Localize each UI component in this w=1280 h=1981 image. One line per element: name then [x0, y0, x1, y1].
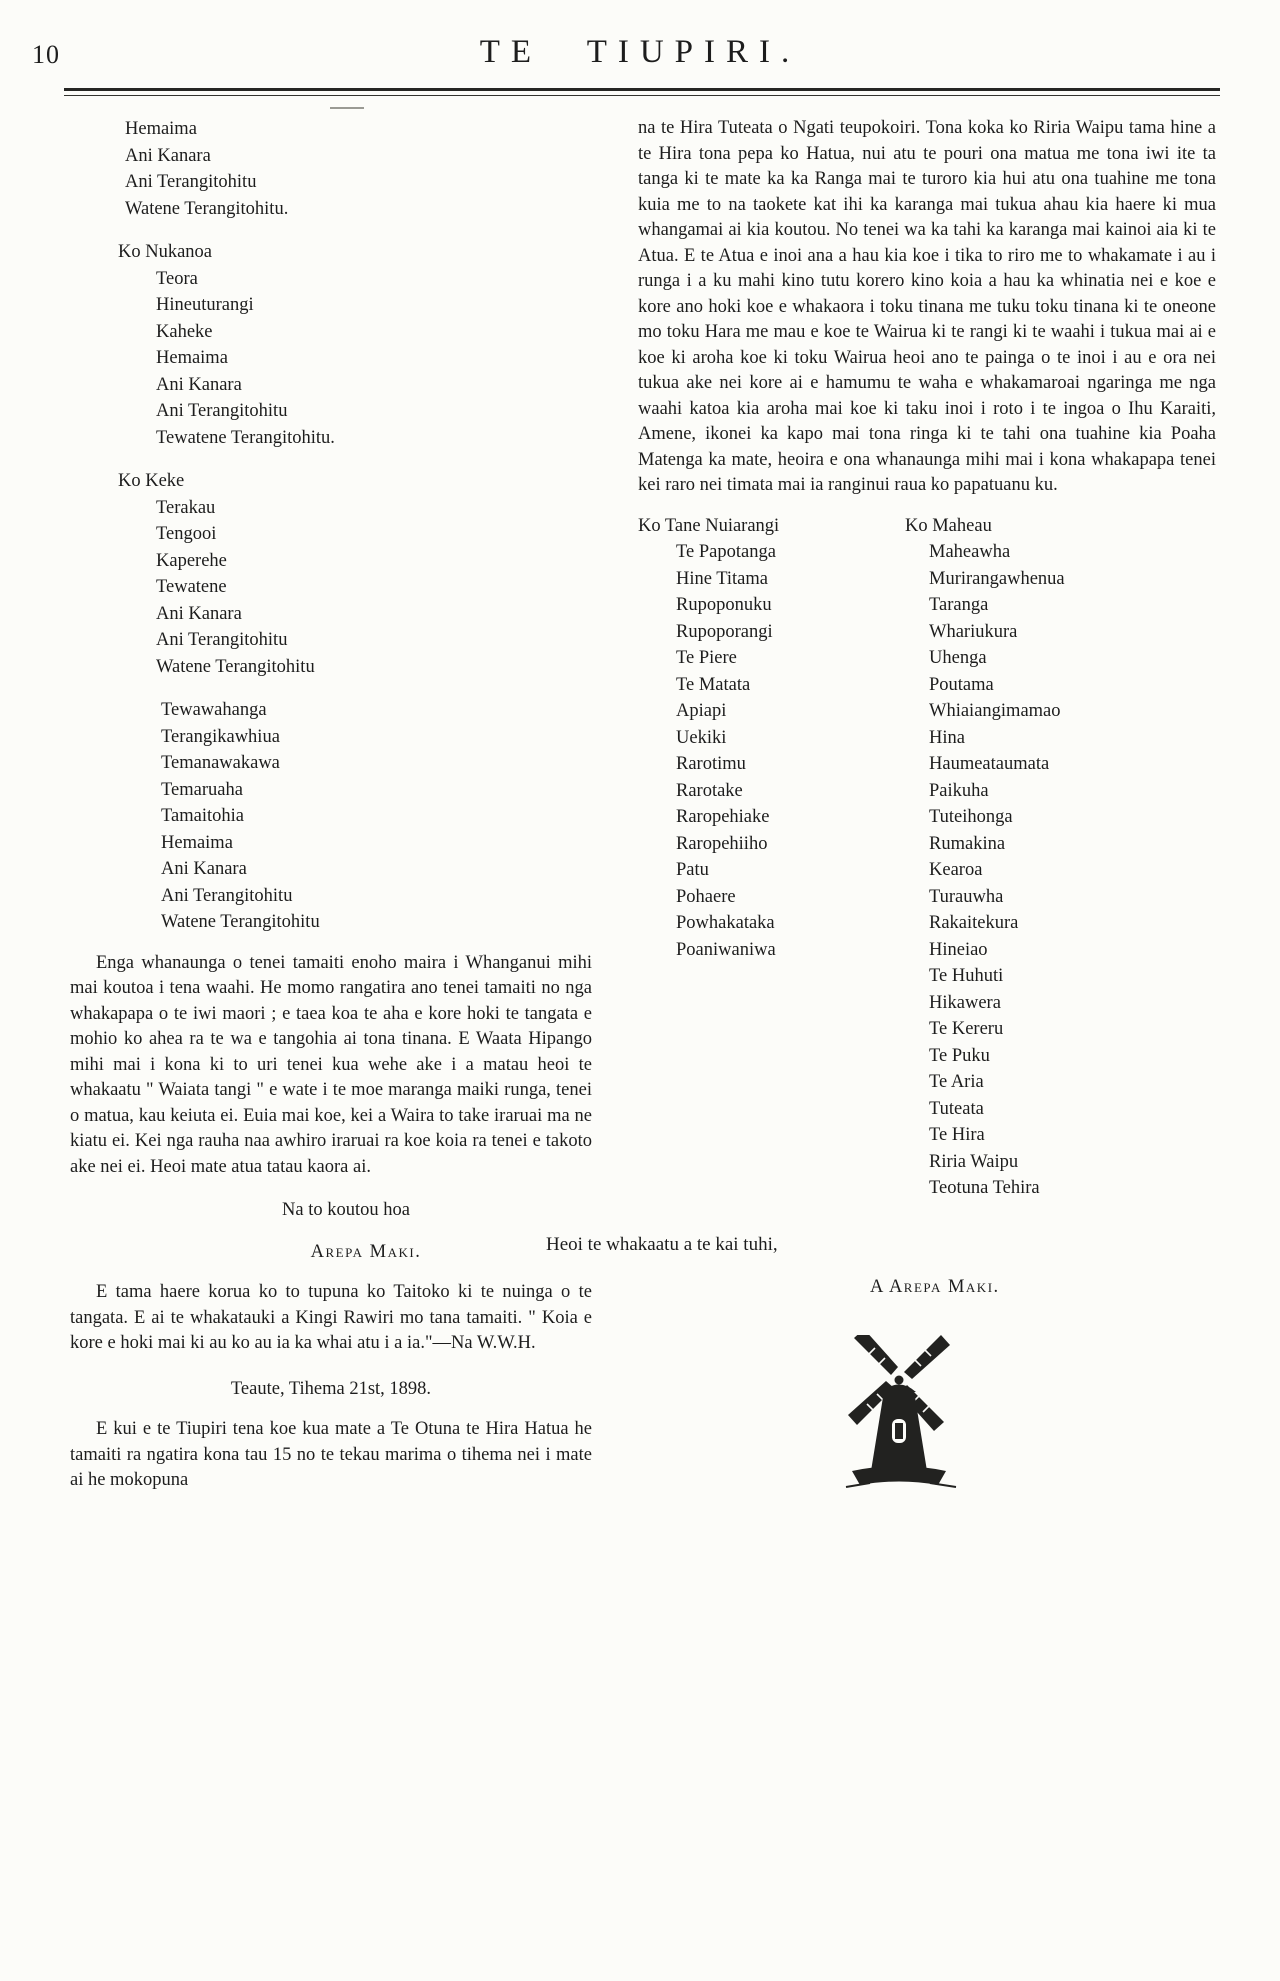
name-line: Ani Kanara	[125, 145, 211, 166]
name-line: Uekiki	[676, 727, 727, 748]
name-line: Temanawakawa	[161, 753, 280, 773]
name-line: Tewatene	[156, 577, 227, 597]
paragraph-obituary: E kui e te Tiupiri tena koe kua mate a Te Otuna te Hira Hatua he tamaiti ra ngatira kona tau 15 no te tekau marima o tihema nei i mate ai he mokopuna	[70, 1419, 592, 1490]
name-line: Hikawera	[929, 992, 1001, 1013]
name-line: Uhenga	[929, 648, 987, 668]
name-line: Turauwha	[929, 886, 1004, 907]
name-line: Poaniwaniwa	[676, 939, 776, 960]
name-line: Teora	[156, 268, 198, 289]
genealogy-table	[638, 513, 1216, 1202]
name-line: Ani Kanara	[156, 603, 242, 624]
name-line: Ani Terangitohitu	[161, 885, 293, 906]
group-header: Ko Nukanoa	[118, 242, 213, 262]
name-line: Tengooi	[156, 524, 217, 544]
name-line: Paikuha	[929, 780, 989, 801]
name-line: Ani Terangitohitu	[156, 630, 288, 650]
name-line: Hineiao	[929, 939, 988, 960]
name-line: Riria Waipu	[929, 1151, 1019, 1172]
name-line: Teotuna Tehira	[929, 1178, 1040, 1198]
name-line: Te Huhuti	[929, 966, 1004, 986]
name-line: Rarotimu	[676, 754, 746, 774]
genealogy-items	[638, 539, 905, 963]
name-list-opening	[125, 116, 592, 222]
name-line: Hemaima	[156, 348, 228, 368]
name-line: Raropehiiho	[676, 833, 768, 854]
name-line: Watene Terangitohitu.	[125, 198, 289, 219]
page-number: 10	[32, 40, 60, 69]
name-line: Taranga	[929, 595, 989, 615]
name-list-tewawahanga	[161, 697, 592, 936]
name-line: Watene Terangitohitu	[161, 912, 320, 932]
paragraph-whanaunga: Enga whanaunga o tenei tamaiti enoho maira i Whanganui mihi mai koutoa i tena waahi. He momo rangatira ano tenei tamaiti no nga whakapapa o te iwi maori ; e taea koa te aha e kore hoki te tangata e mohio ko ahea ra te wa e tangohia ai tona tinana. E Waata Hipango mihi mai i kona ki to uri tenei kua wehe ake i a matau heoi te whakaatu " Waiata tangi " e wate i te moe maranga maiki runga, tenei o matua, kau keiuta ei. Euia mai koe, kei a Waira to take iraruai ma ne kiatu ei. Kei nga rauha naa awhiro iraruai ra koe koia ra tenei e takoto ake nei ei. Heoi mate atua tatau kaora ai.	[70, 952, 592, 1177]
name-line: Te Aria	[929, 1072, 984, 1092]
name-line: Maheawha	[929, 542, 1011, 562]
paragraph-continuation: na te Hira Tuteata o Ngati teupokoiri. Tona koka ko Riria Waipu tama hine a te Hira tona pepa ko Hatua, nui atu te pouri ona matua me tona iwi ite ta tanga ki te mate ka ka Ranga mai te turoro kia hui atu ona tuahine me tona kuia me to na taokete kat ihi ka karanga mai tukua ahau kia haere ki mua whangamai ai kia koutou. No tenei wa ka tahi ka karanga mai kainoi aia ki te Atua. E te Atua e inoi ana a hau kia koe i tika to riro me to whakamate i au i runga i a ku mahi kino tutu korero kino koia a hau ka whinatia nei e koe e kore ano hoki koe e whakaora i toku tinana me tuku toku tinana ki te oneone mo toku Hara me mau e koe te Wairua ki te rangi ki te waahi i tukua mai ai e koe ki aroha koe ki toku Wairua heoi ano te painga o te inoi i au e ora nei tukua ake nei kore ai e hamumu te waha e whakamaroai ngaringa me nga waahi katoa kia aroha mai koe ki taku inoi i roto i te ingoa o Ihu Karaiti, Amene, ikonei ka kapo mai tona ringa ki te tahi ona tuahine kia Poaha Matenga ka mate, heoira e ona whanaunga mihi mai i kona whakapapa tenei kei raro nei timata mai ia ranginui raua ko papatuanu ku.	[638, 118, 1216, 495]
name-line: Ani Terangitohitu	[125, 172, 257, 192]
name-line: Pohaere	[676, 886, 736, 907]
name-line: Hemaima	[125, 119, 197, 139]
name-line: Te Matata	[676, 674, 751, 695]
name-line: Murirangawhenua	[929, 568, 1065, 589]
name-line: Rumakina	[929, 833, 1006, 854]
name-line: Rupoponuku	[676, 595, 772, 615]
name-line: Ani Kanara	[156, 374, 242, 395]
name-line: Terakau	[156, 497, 216, 518]
group-header: Ko Keke	[118, 471, 185, 491]
genealogy-column-tane	[638, 513, 905, 1202]
name-line: Terangikawhiua	[161, 726, 280, 747]
name-line: Powhakataka	[676, 913, 775, 933]
name-line: Kearoa	[929, 860, 983, 880]
name-list	[156, 266, 592, 452]
name-line: Te Piere	[676, 648, 737, 668]
name-line: Whiaiangimamao	[929, 701, 1061, 721]
name-line: Ani Terangitohitu	[156, 401, 288, 421]
name-line: Hine Titama	[676, 568, 768, 589]
name-line: Hineuturangi	[156, 295, 254, 315]
name-line: Temaruaha	[161, 779, 243, 800]
genealogy-column-maheau	[905, 513, 1216, 1202]
closing-statement: Heoi te whakaatu a te kai tuhi,	[546, 1233, 778, 1255]
name-line: Hemaima	[161, 832, 233, 853]
left-column	[70, 116, 592, 1494]
genealogy-group-keke	[70, 468, 592, 680]
genealogy-items	[905, 539, 1216, 1202]
name-line: Te Kereru	[929, 1019, 1004, 1039]
genealogy-header: Ko Maheau	[905, 515, 992, 536]
name-line: Rarotake	[676, 780, 743, 801]
genealogy-group-nukanoa	[70, 239, 592, 451]
name-line: Tuteata	[929, 1098, 984, 1119]
paragraph-taitoko: E tama haere korua ko to tupuna ko Taitoko ki te nuinga o te tangata. E ai te whakatauki a Kingi Rawiri mo tana tamaiti. " Koia e kore e hoki mai ki au ko au ia ka whai atu i a ia."—Na W.W.H.	[70, 1282, 592, 1353]
name-line: Haumeataumata	[929, 754, 1050, 774]
name-line: Kaperehe	[156, 550, 227, 571]
name-line: Rakaitekura	[929, 913, 1019, 933]
right-column	[546, 116, 1216, 1493]
name-line: Apiapi	[676, 701, 727, 721]
section-divider-rule	[330, 107, 364, 109]
name-line: Kaheke	[156, 321, 213, 342]
header-double-rule	[64, 88, 1220, 96]
name-line: Rupoporangi	[676, 621, 773, 642]
signature-a-arepa-maki: A Arepa Maki.	[870, 1277, 1000, 1297]
name-line: Te Papotanga	[676, 542, 776, 562]
name-line: Whariukura	[929, 621, 1018, 642]
name-line: Patu	[676, 860, 709, 880]
genealogy-header: Ko Tane Nuiarangi	[638, 515, 780, 536]
name-line: Te Puku	[929, 1045, 990, 1066]
name-line: Tamaitohia	[161, 806, 244, 826]
signoff-line: Na to koutou hoa	[282, 1200, 410, 1220]
page-title: TE TIUPIRI.	[479, 34, 801, 70]
name-line: Hina	[929, 727, 965, 748]
name-line: Poutama	[929, 674, 994, 695]
name-line: Te Hira	[929, 1125, 985, 1145]
name-line: Tuteihonga	[929, 807, 1013, 827]
windmill-ornament-icon	[836, 1335, 968, 1493]
name-line: Raropehiake	[676, 807, 770, 827]
signature-arepa-maki: Arepa Maki.	[310, 1241, 422, 1262]
name-line: Watene Terangitohitu	[156, 656, 315, 677]
name-line: Tewatene Terangitohitu.	[156, 427, 335, 448]
name-line: Ani Kanara	[161, 859, 247, 879]
name-list	[156, 495, 592, 681]
dateline-teaute: Teaute, Tihema 21st, 1898.	[230, 1378, 432, 1399]
name-line: Tewawahanga	[161, 700, 267, 720]
